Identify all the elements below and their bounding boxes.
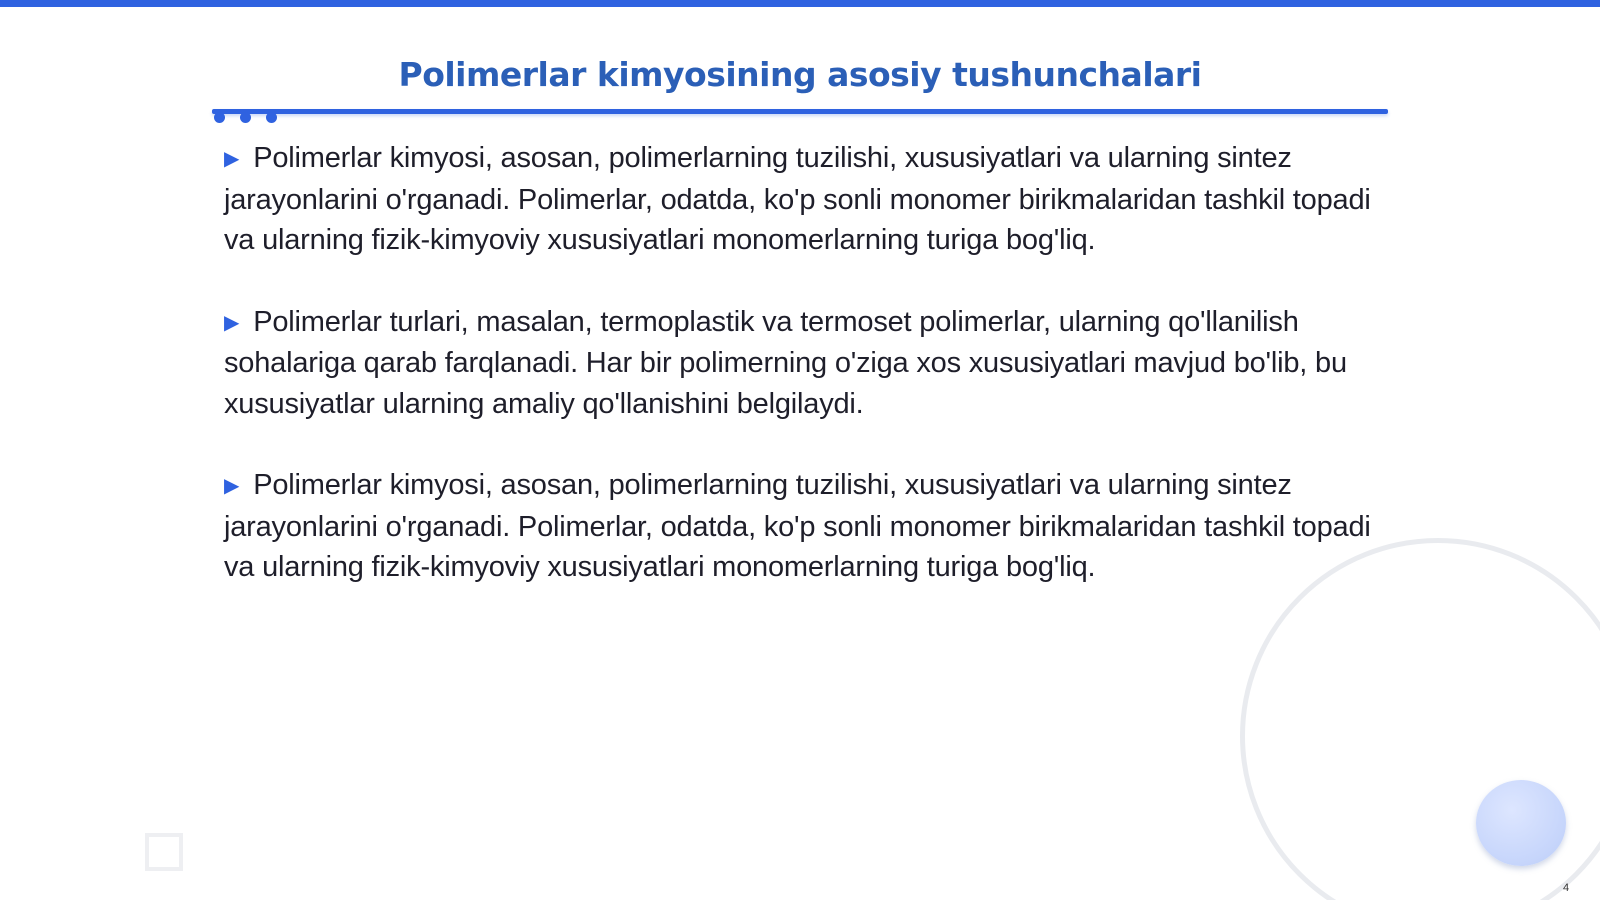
triangle-bullet-icon: ▶ bbox=[224, 148, 240, 170]
slide-title: Polimerlar kimyosining asosiy tushunchalari bbox=[398, 55, 1202, 94]
bullet-item bbox=[224, 302, 1388, 425]
decor-blue-circle bbox=[1476, 780, 1566, 866]
decor-dot bbox=[266, 112, 277, 123]
decor-dot bbox=[214, 112, 225, 123]
bullet-item bbox=[224, 465, 1388, 588]
decor-square bbox=[145, 833, 183, 871]
bullet-item bbox=[224, 138, 1388, 261]
bullet-text: Polimerlar turlari, masalan, termoplastik va termoset polimerlar, ularning qo'llanilish sohalariga qarab farqlanadi. Har bir polimerning o'ziga xos xususiyatlari mavjud bo'lib, bu xususiyatlar ularning amaliy qo'llanishini belgilaydi. bbox=[224, 305, 1347, 420]
page-number: 4 bbox=[1563, 882, 1570, 894]
triangle-bullet-icon: ▶ bbox=[224, 311, 240, 334]
top-accent-bar bbox=[0, 0, 1600, 7]
title-underline bbox=[212, 109, 1388, 114]
bullet-text: Polimerlar kimyosi, asosan, polimerlarning tuzilishi, xususiyatlari va ularning sintez jarayonlarini o'rganadi. Polimerlar, odatda, ko'p sonli monomer birikmalaridan tashkil topadi va ularning fizik-kimyoviy xususiyatlari monomerlarning turiga bog'liq. bbox=[224, 469, 1371, 583]
bullet-list bbox=[224, 138, 1388, 629]
bullet-text: Polimerlar kimyosi, asosan, polimerlarning tuzilishi, xususiyatlari va ularning sintez jarayonlarini o'rganadi. Polimerlar, odatda, ko'p sonli monomer birikmalaridan tashkil topadi va ularning fizik-kimyoviy xususiyatlari monomerlarning turiga bog'liq. bbox=[224, 142, 1371, 256]
triangle-bullet-icon: ▶ bbox=[224, 475, 240, 497]
decor-dot bbox=[240, 112, 251, 123]
